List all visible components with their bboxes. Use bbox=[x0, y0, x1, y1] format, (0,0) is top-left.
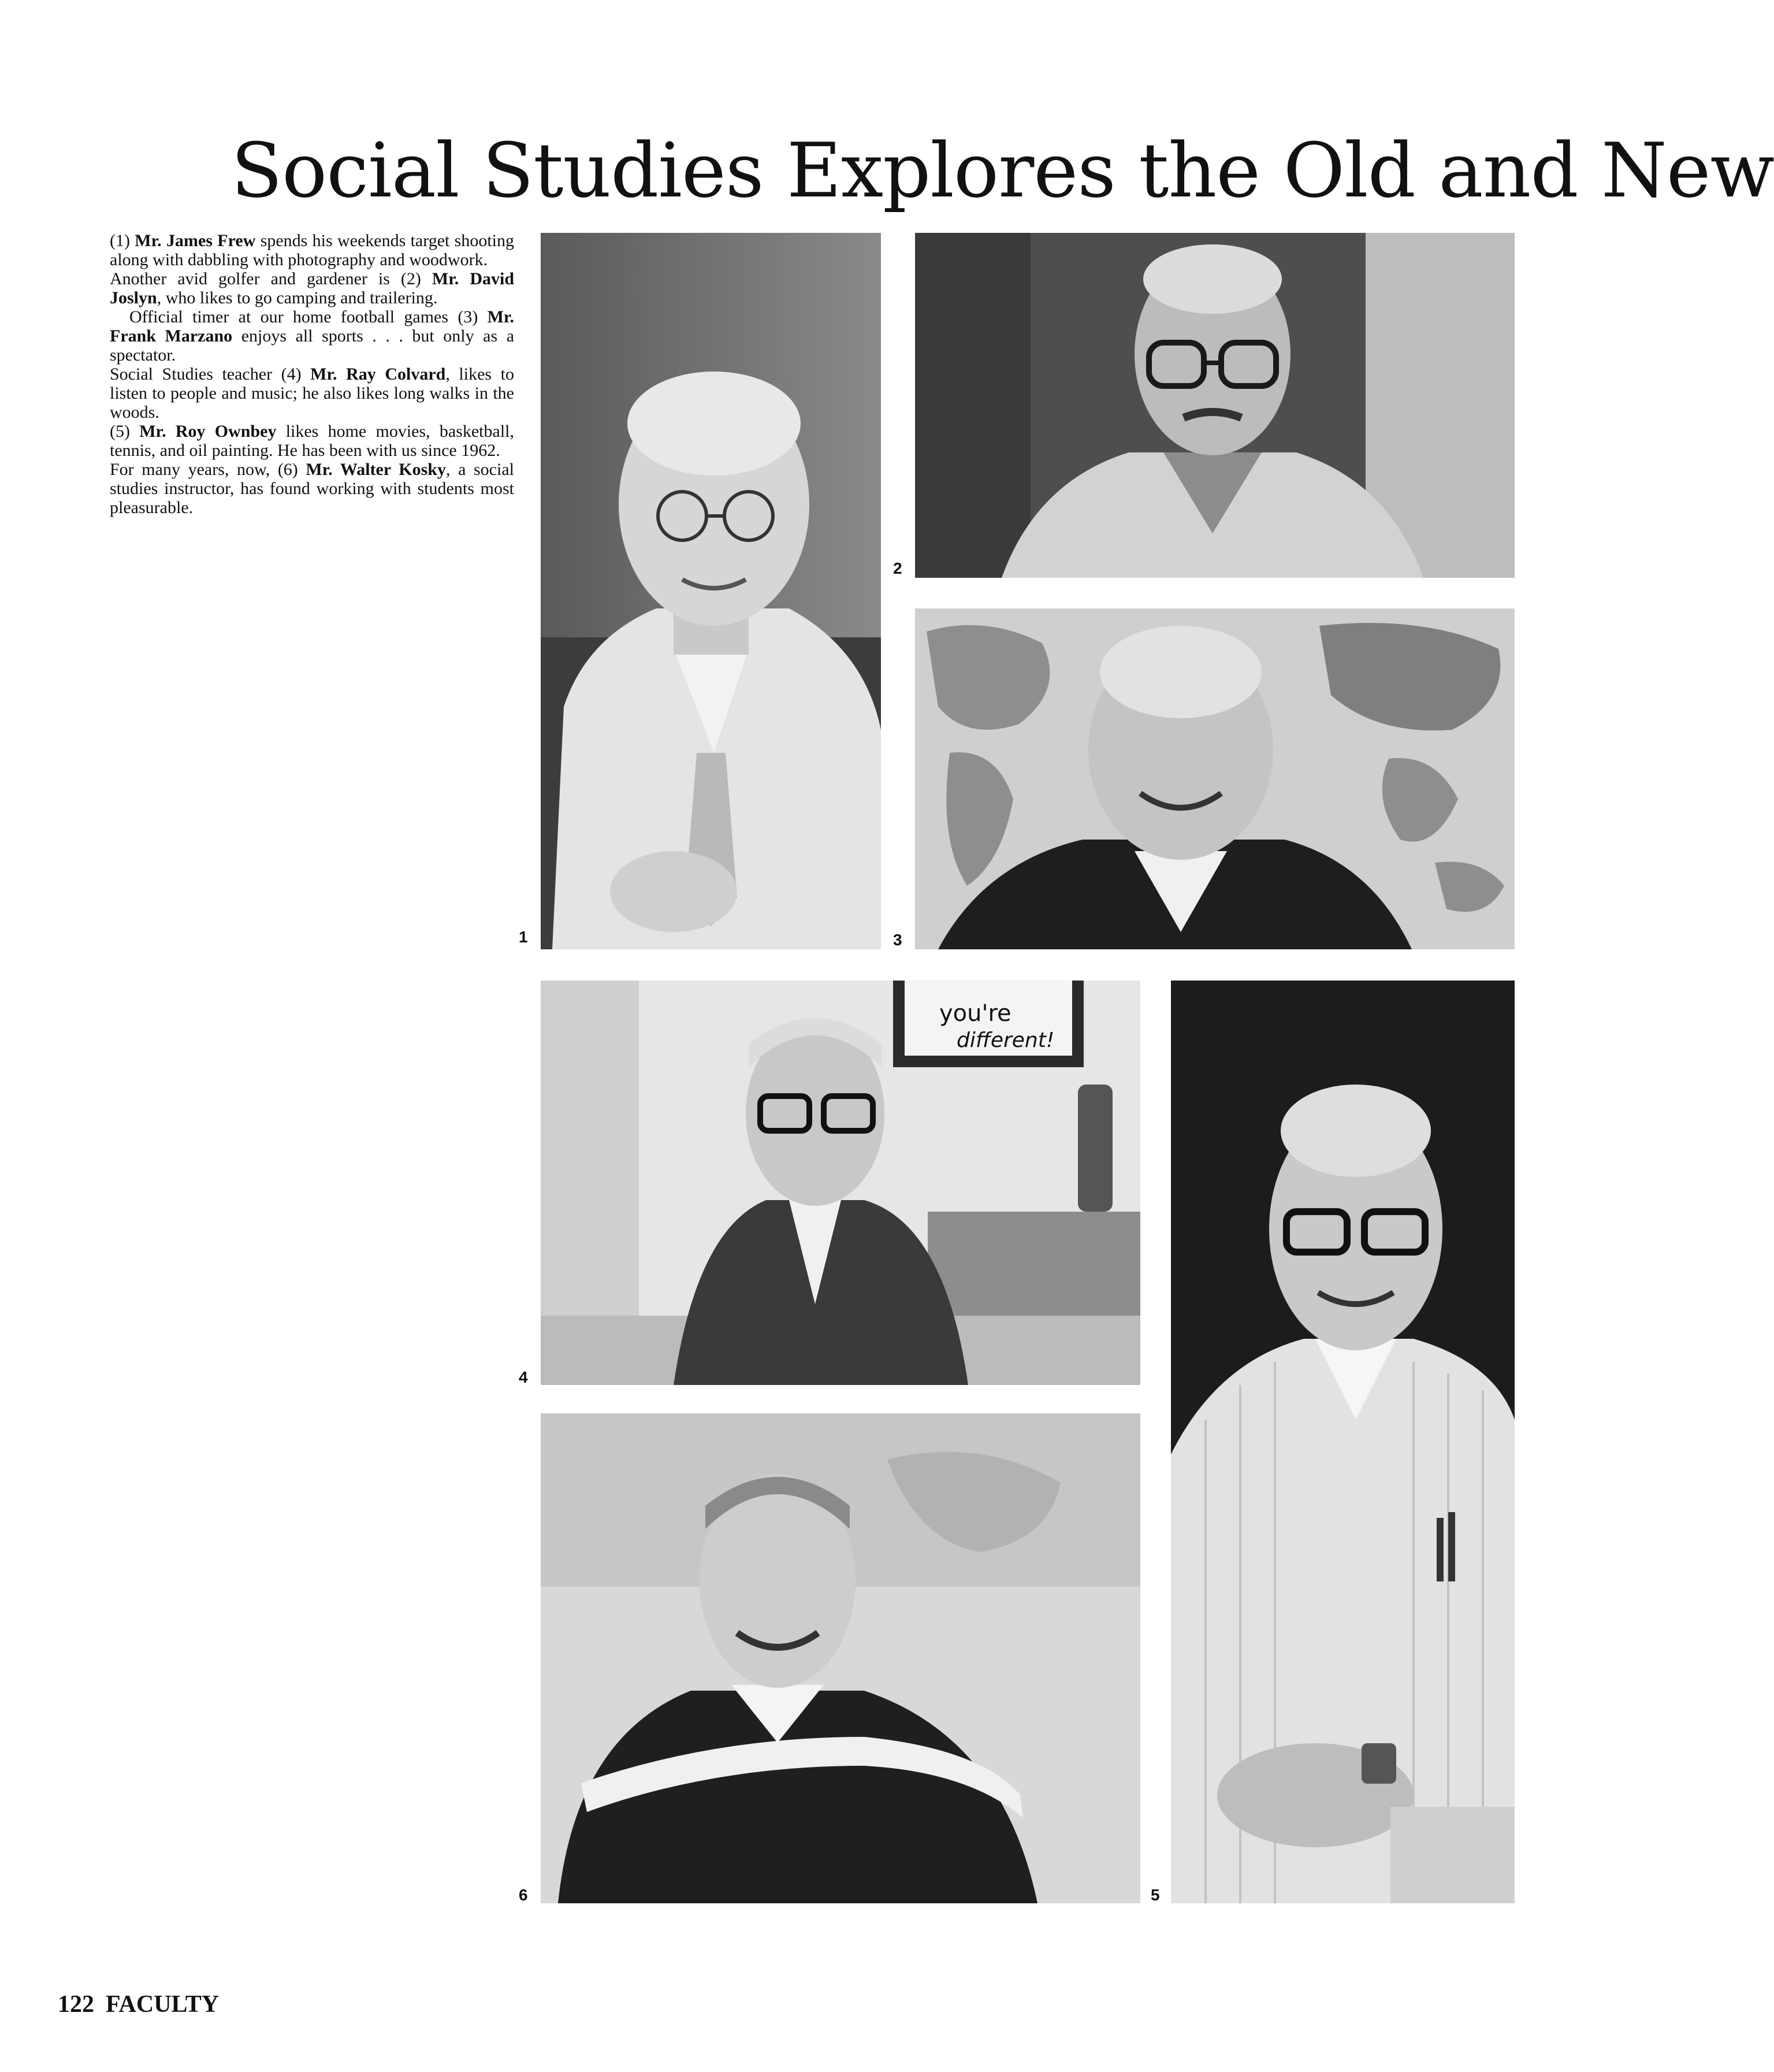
poster-line-2: different! bbox=[957, 1028, 1055, 1052]
portrait-5-illustration bbox=[1171, 981, 1515, 1903]
teacher-name: Mr. Roy Ownbey bbox=[139, 422, 277, 441]
caption-text: , likes to listen to people and music; he also likes long walks in the woods. bbox=[110, 365, 514, 422]
photo-5 bbox=[1171, 981, 1515, 1903]
caption-4 bbox=[110, 365, 514, 422]
photo-number-4: 4 bbox=[519, 1368, 528, 1386]
teacher-name: Mr. David Joslyn bbox=[110, 269, 514, 307]
teacher-name: Mr. Frank Marzano bbox=[110, 307, 514, 346]
caption-5 bbox=[110, 422, 514, 460]
photo-6 bbox=[541, 1413, 1140, 1903]
section-name: FACULTY bbox=[106, 1991, 220, 2018]
poster-line-1: you're bbox=[939, 1000, 1011, 1027]
photo-number-3: 3 bbox=[893, 931, 902, 949]
photo-number-2: 2 bbox=[893, 559, 902, 577]
caption-text: (1) bbox=[110, 231, 135, 250]
caption-2 bbox=[110, 269, 514, 307]
caption-block bbox=[110, 231, 514, 517]
caption-text: spends his weekends target shooting along with dabbling with photography and woodwork. bbox=[110, 231, 515, 269]
portrait-2-illustration bbox=[915, 233, 1515, 578]
photo-number-6: 6 bbox=[519, 1886, 528, 1904]
caption-text: (5) bbox=[110, 422, 140, 441]
teacher-name: Mr. James Frew bbox=[135, 231, 256, 250]
caption-6 bbox=[110, 460, 514, 517]
caption-text: likes home movies, basketball, tennis, and oil painting. He has been with us since 1962. bbox=[110, 422, 515, 460]
photo-3 bbox=[915, 608, 1515, 949]
photo-number-1: 1 bbox=[519, 928, 528, 946]
caption-text: For many years, now, (6) bbox=[110, 460, 306, 479]
teacher-name: Mr. Ray Colvard bbox=[310, 365, 446, 384]
caption-text: , a social studies instructor, has found working with students most pleasurable. bbox=[110, 460, 514, 517]
caption-text: , who likes to go camping and trailering. bbox=[157, 288, 438, 307]
photo-4 bbox=[541, 981, 1140, 1385]
caption-3 bbox=[110, 307, 514, 365]
caption-text: Social Studies teacher (4) bbox=[110, 365, 311, 384]
portrait-4-illustration bbox=[541, 981, 1140, 1385]
portrait-6-illustration bbox=[541, 1413, 1140, 1903]
caption-text: Another avid golfer and gardener is (2) bbox=[110, 269, 432, 288]
page-footer bbox=[58, 1992, 219, 2017]
photo-number-5: 5 bbox=[1151, 1886, 1160, 1904]
caption-1 bbox=[110, 231, 514, 269]
photo-1 bbox=[541, 233, 881, 949]
page-number: 122 bbox=[58, 1991, 94, 2018]
teacher-name: Mr. Walter Kosky bbox=[306, 460, 446, 479]
photo-2 bbox=[915, 233, 1515, 578]
portrait-1-illustration bbox=[541, 233, 881, 949]
portrait-3-illustration bbox=[915, 608, 1515, 949]
page-title: Social Studies Explores the Old and New bbox=[231, 127, 1774, 214]
caption-text: Official timer at our home football games (3) bbox=[129, 307, 488, 326]
caption-text: enjoys all sports . . . but only as a spectator. bbox=[110, 326, 515, 365]
